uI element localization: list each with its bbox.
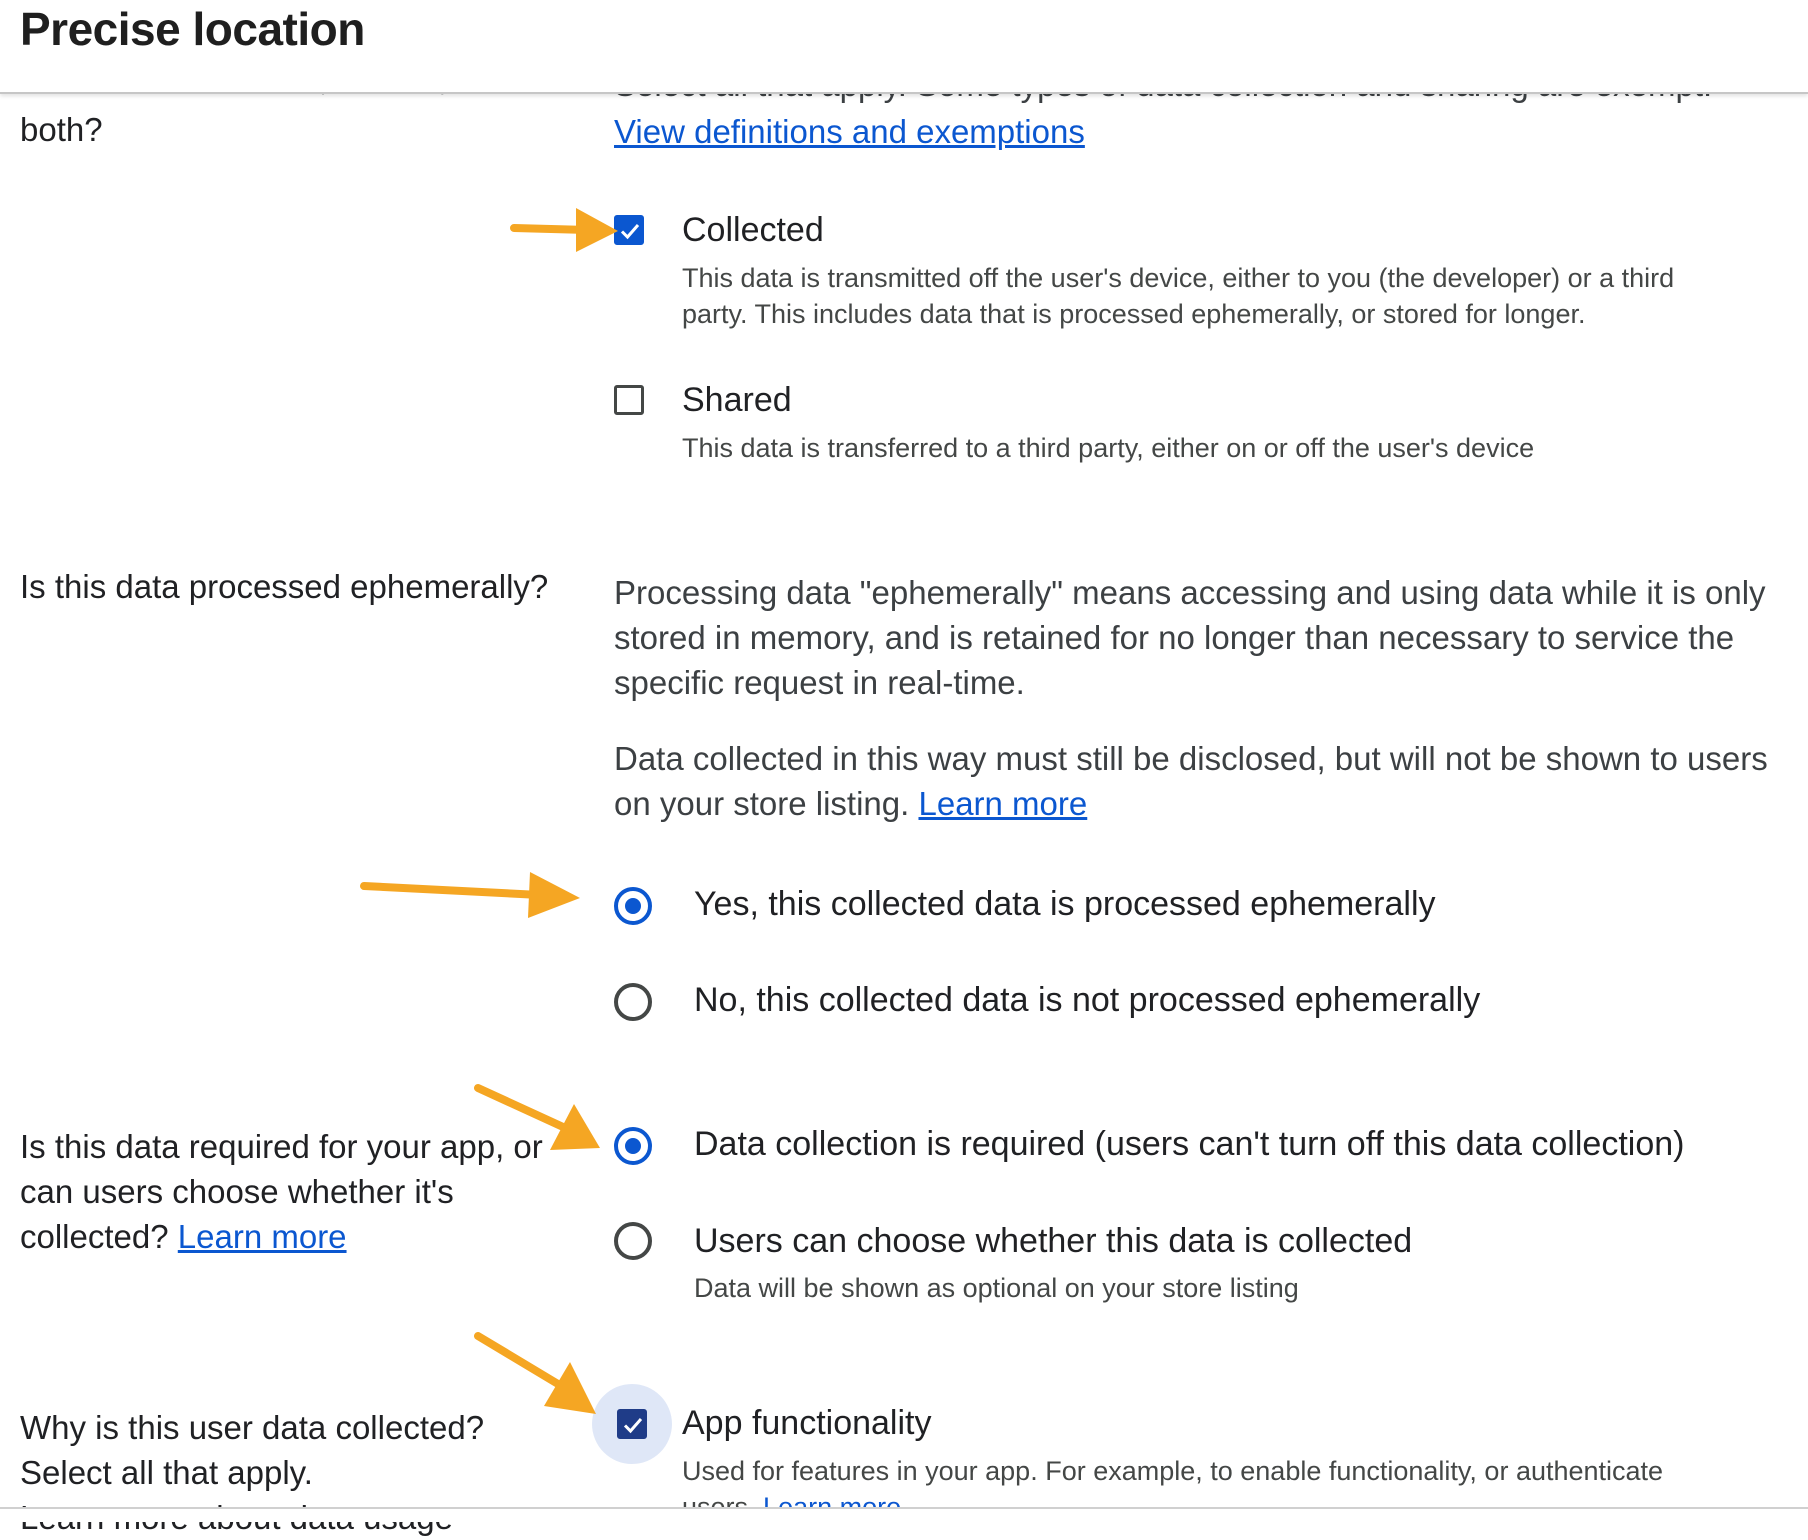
required-radio[interactable] (614, 1127, 652, 1165)
arrow-annotation-icon (510, 200, 622, 260)
shared-desc: This data is transferred to a third party, either on or off the user's device (682, 433, 1535, 463)
ephemeral-para2-text: on your store listing. (614, 785, 910, 822)
question3-label-line1: Is this data required for your app, or (20, 1128, 543, 1165)
ephemeral-para2-line2 (614, 781, 1087, 826)
collected-label: Collected (682, 211, 824, 249)
app-functionality-desc-line1: Used for features in your app. For example, to enable functionality, or authenticate (682, 1456, 1664, 1486)
optional-radio[interactable] (614, 1222, 652, 1260)
app-functionality-checkbox[interactable] (617, 1409, 647, 1439)
ephemeral-para1-line2: stored in memory, and is retained for no longer than necessary to service the (614, 619, 1735, 656)
required-label: Data collection is required (users can't turn off this data collection) (694, 1125, 1685, 1163)
question3-label-line2: can users choose whether it's (20, 1173, 454, 1210)
view-definitions-link[interactable]: View definitions and exemptions (614, 113, 1085, 150)
radio-dot (625, 1138, 641, 1154)
arrow-annotation-icon (470, 1328, 610, 1428)
page-title: Precise location (20, 3, 365, 55)
question3-label-text: collected? (20, 1218, 169, 1255)
collected-desc-line1: This data is transmitted off the user's device, either to you (the developer) or a third (682, 263, 1675, 293)
question3-label-line3 (20, 1214, 347, 1259)
question1-label: both? (20, 111, 103, 148)
ephemeral-para1-line1: Processing data "ephemerally" means accessing and using data while it is only (614, 574, 1766, 611)
shared-label: Shared (682, 381, 792, 419)
question4-label-line2: Select all that apply. (20, 1454, 313, 1491)
radio-dot (625, 898, 641, 914)
page-header (0, 0, 1808, 94)
question4-label-line1: Why is this user data collected? (20, 1409, 485, 1446)
app-functionality-label: App functionality (682, 1404, 932, 1442)
optional-desc: Data will be shown as optional on your store listing (694, 1273, 1299, 1303)
ephemeral-yes-label: Yes, this collected data is processed ephemerally (694, 885, 1436, 923)
collected-desc-line2: party. This includes data that is processed ephemerally, or stored for longer. (682, 299, 1586, 329)
ephemeral-no-radio[interactable] (614, 983, 652, 1021)
ephemeral-para1-line3: specific request in real-time. (614, 664, 1025, 701)
shared-checkbox[interactable] (614, 385, 644, 415)
ephemeral-no-label: No, this collected data is not processed ephemerally (694, 981, 1481, 1019)
arrow-annotation-icon (470, 1080, 610, 1160)
learn-more-link[interactable]: Learn more (918, 785, 1088, 822)
ephemeral-yes-radio[interactable] (614, 887, 652, 925)
checkmark-icon (621, 1413, 645, 1437)
learn-more-link[interactable]: Learn more (177, 1218, 347, 1255)
question2-label: Is this data processed ephemerally? (20, 568, 549, 605)
arrow-annotation-icon (360, 862, 584, 922)
optional-label: Users can choose whether this data is collected (694, 1222, 1413, 1260)
ephemeral-para2-line1: Data collected in this way must still be disclosed, but will not be shown to users (614, 740, 1768, 777)
